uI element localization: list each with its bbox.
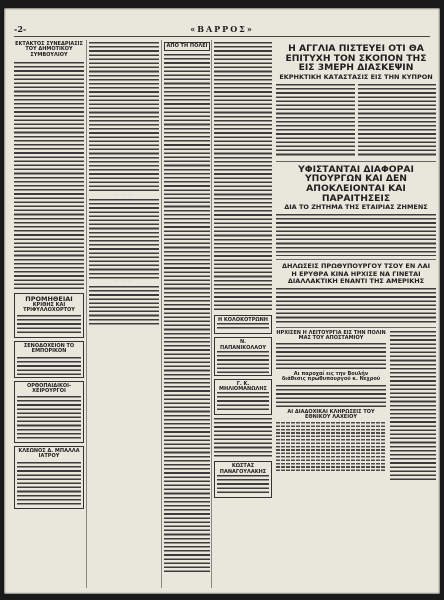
article-text bbox=[390, 331, 436, 481]
notice-box bbox=[214, 379, 272, 416]
column-left bbox=[14, 40, 84, 588]
lead-text-columns bbox=[276, 84, 436, 158]
column-rule bbox=[161, 40, 162, 588]
divider bbox=[276, 161, 436, 162]
article-text bbox=[276, 214, 436, 256]
city-news-header-box bbox=[164, 42, 210, 51]
headline-cyprus: ΕΚΡΗΚΤΙΚΗ ΚΑΤΑΣΤΑΣΙΣ ΕΙΣ ΤΗΝ ΚΥΠΡΟΝ bbox=[279, 72, 433, 81]
lower-right bbox=[390, 331, 436, 481]
headline-premier: ΔΗΛΩΣΕΙΣ ΠΡΩΘΥΠΟΥΡΓΟΥ ΤΣΟΥ ΕΝ ΛΑΙ bbox=[281, 262, 431, 271]
lower-left bbox=[276, 331, 386, 481]
doctor-role: ΙΑΤΡΟΥ bbox=[38, 453, 60, 460]
notice-box-name: Γ. Κ. ΜΗΛΙΟΜΑΝΩΛΗΣ bbox=[219, 380, 267, 392]
article-text bbox=[214, 42, 272, 312]
surgeons-ad-text bbox=[17, 396, 81, 440]
article-text bbox=[276, 84, 355, 158]
surgeons-ad bbox=[14, 381, 84, 444]
column-fourth bbox=[214, 40, 272, 588]
notice-box bbox=[214, 337, 272, 376]
main-news-area bbox=[276, 40, 436, 588]
notice-box bbox=[214, 315, 272, 334]
notice-box-text bbox=[217, 323, 269, 331]
surgeons-ad-title: ΟΡΘΟΠΑΙΔΙΚΟΙ-ΧΕΙΡΟΥΡΓΟΙ bbox=[26, 382, 72, 394]
newspaper-page bbox=[4, 8, 440, 594]
hotel-ad bbox=[14, 341, 84, 378]
doctor-name: ΚΛΕΩΝΟΣ Δ. ΜΠΑΛΛΑ bbox=[18, 448, 80, 455]
column-second bbox=[89, 40, 159, 588]
article-text bbox=[89, 286, 159, 326]
supplies-notice bbox=[14, 293, 84, 338]
headline-siemens: ΔΙΑ ΤΟ ΖΗΤΗΜΑ ΤΗΣ ΕΤΑΙΡΙΑΣ ΖΗΜΕΝΣ bbox=[284, 203, 428, 212]
city-news-header: ΑΠΟ ΤΗ ΠΟΛΕΙ bbox=[166, 43, 208, 49]
divider bbox=[276, 259, 436, 260]
column-rule bbox=[86, 40, 87, 588]
lottery-title: ΑΙ ΔΙΑΔΟΧΙΚΑΙ ΚΛΗΡΩΣΕΙΣ ΤΟΥ ΕΘΝΙΚΟΥ ΛΑΧΕΙΟΥ bbox=[287, 408, 375, 420]
parliament-caption: Αι παροχαί εις την Βουλήν bbox=[293, 371, 369, 378]
notice-box-text bbox=[217, 351, 269, 373]
notice-box-name: Ν. ΠΑΠΑΝΙΚΟΛΑΟΥ bbox=[220, 339, 266, 351]
notice-box-text bbox=[217, 475, 269, 495]
article-text bbox=[276, 343, 386, 369]
council-article bbox=[14, 62, 84, 290]
headline-ministers: ΥΦΙΣΤΑΝΤΑΙ ΔΙΑΦΟΡΑΙ ΥΠΟΥΡΓΩΝ ΚΑΙ ΔΕΝ ΑΠΟΚΛΕΙΟΝΤΑΙ ΚΑΙ ΠΑΡΑΙΤΗΣΕΙΣ bbox=[298, 163, 414, 204]
city-news-text bbox=[164, 54, 210, 574]
article-text bbox=[276, 288, 436, 324]
article-text bbox=[358, 84, 437, 158]
notice-box-text bbox=[217, 392, 269, 412]
subhead-function: ΗΡΧΙΣΕΝ Η ΛΕΙΤΟΥΡΓΙΑ ΕΙΣ ΤΗΝ ΠΟΛΙΝ ΜΑΣ ΤΟΥ ΑΠΟΣΤΑΜΙΟΥ bbox=[276, 329, 386, 341]
nehru-caption: διάθεσις πρωθυπουργού κ. Νεχρού bbox=[281, 376, 381, 383]
supplies-subtitle: ΚΡΙΘΗΣ ΚΑΙ ΤΡΙΦΥΛΛΟΧΟΡΤΟΥ bbox=[23, 301, 75, 313]
headline-england: Η ΑΓΓΛΙΑ ΠΙΣΤΕΥΕΙ ΟΤΙ ΘΑ ΕΠΙΤΥΧΗ ΤΟΝ ΣΚΟΠΟΝ ΤΗΣ ΕΙΣ 3ΜΕΡΗ ΔΙΑΣΚΕΨΙΝ bbox=[285, 43, 427, 74]
notice-box-name: ΚΩΣΤΑΣ ΠΑΝΑΓΟΥΛΑΚΗΣ bbox=[219, 463, 267, 475]
doctor-ad-text bbox=[17, 462, 81, 506]
article-text bbox=[89, 199, 159, 279]
article-text bbox=[276, 385, 386, 407]
council-headline: ΕΚΤΑΚΤΟΣ ΣΥΝΕΔΡΙΑΣΙΣ ΤΟΥ ΔΗΜΟΤΙΚΟΥ ΣΥΜΒΟΥΛΙΟΥ bbox=[15, 41, 83, 58]
column-rule bbox=[211, 40, 212, 588]
headline-china: Η ΕΡΥΘΡΑ ΚΙΝΑ ΗΡΧΙΣΕ ΝΑ ΓΙΝΕΤΑΙ ΔΙΑΛΛΑΚΤΙΚΗ ΕΝΑΝΤΙ ΤΗΣ ΑΜΕΡΙΚΗΣ bbox=[287, 270, 425, 285]
article-text bbox=[214, 418, 272, 458]
page-number: -2- bbox=[14, 24, 27, 34]
page-header bbox=[14, 24, 430, 37]
lower-section bbox=[276, 331, 436, 481]
supplies-text bbox=[17, 315, 81, 335]
column-city-news bbox=[164, 40, 210, 588]
masthead: «ΒΑΡΡΟΣ» bbox=[190, 24, 254, 34]
article-text bbox=[89, 42, 159, 192]
hotel-ad-text bbox=[17, 357, 81, 375]
doctor-ad bbox=[14, 446, 84, 509]
notice-box-name: Η ΚΟΛΟΚΟΤΡΩΝΗ bbox=[218, 317, 268, 323]
supplies-title: ΠΡΟΜΗΘΕΙΑΙ bbox=[25, 294, 73, 303]
separator: · · · bbox=[115, 279, 133, 284]
divider bbox=[276, 327, 436, 328]
notice-box bbox=[214, 461, 272, 498]
hotel-ad-title: ΣΕΝΟΔΟΧΕΙΟΝ ΤΟ ΕΜΠΟΡΙΚΟΝ bbox=[23, 343, 75, 355]
separator: · · · bbox=[115, 192, 133, 197]
lottery-table bbox=[276, 422, 386, 472]
